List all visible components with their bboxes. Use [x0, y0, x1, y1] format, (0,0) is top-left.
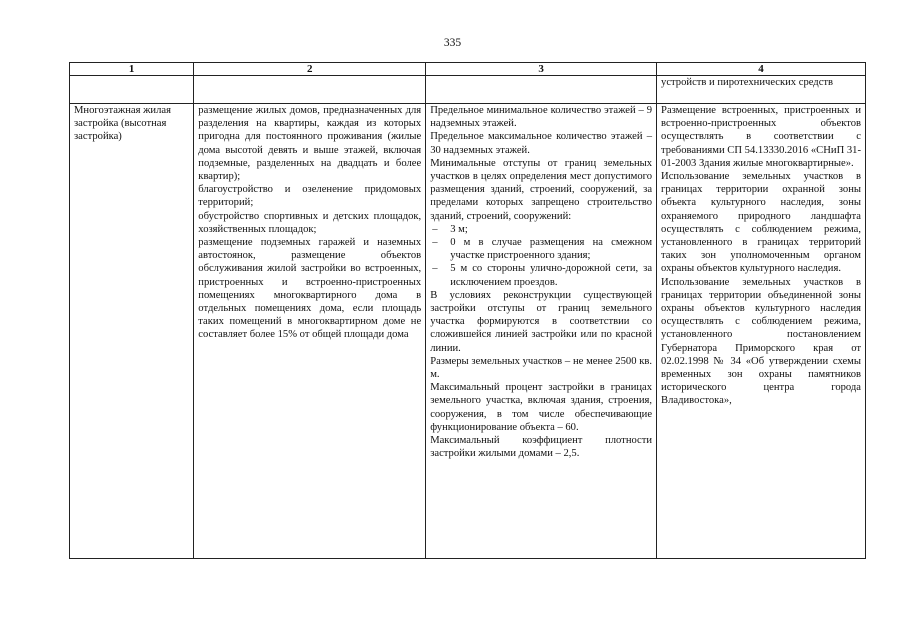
- restriction-paragraph: Размещение встроенных, пристроенных и встроенно-пристроенных объектов осуществлять в соответствии с требованиями СП 54.13330.2016 «СНиП 31-01-2003 Здания жилые многоквартирные».: [661, 105, 861, 169]
- parameters-cell: [426, 104, 657, 559]
- setback-list: [430, 223, 652, 289]
- page-number: 335: [443, 37, 462, 49]
- table-row: [70, 104, 866, 559]
- header-row: [70, 63, 866, 76]
- land-use-table: [69, 62, 866, 559]
- list-item: – 3 м;: [430, 223, 652, 236]
- header-col-2: 2: [194, 63, 426, 76]
- parameter-paragraph: Предельное минимальное количество этажей – 9 надземных этажей.: [430, 105, 653, 130]
- description-paragraph: благоустройство и озеленение придомовых территорий;: [198, 184, 422, 209]
- header-col-4: 4: [657, 63, 866, 76]
- continuation-cell-4: [657, 76, 866, 104]
- description-paragraph: размещение жилых домов, предназначенных для разделения на квартиры, каждая из которых пригодна для постоянного проживания (жилые дома высотой девять и выше этажей, включая подземные, разделенных на двадцать и более квартир);: [198, 105, 422, 183]
- parameter-paragraph: Минимальные отступы от границ земельных участков в целях определения мест допустимого размещения зданий, строений, сооружений, за пределами которых запрещено строительство зданий, строений, сооружений:: [430, 157, 653, 222]
- continuation-cell-2: [194, 76, 426, 104]
- list-item: – 5 м со стороны улично-дорожной сети, за исключением проездов.: [430, 262, 652, 288]
- description-paragraph: обустройство спортивных и детских площадок, хозяйственных площадок;: [198, 210, 422, 235]
- continuation-text: устройств и пиротехнических средств: [661, 77, 834, 88]
- header-col-3: 3: [426, 63, 657, 76]
- header-col-1: 1: [70, 63, 194, 76]
- continuation-cell-1: [70, 76, 194, 104]
- land-use-type-cell: [70, 104, 194, 559]
- restriction-paragraph: Использование земельных участков в границах территории охранной зоны объекта культурного наследия, зоны охраняемого природного ландшафта осуществлять с соблюдением режима, установленного в границах территорий таких зон уполномоченным органом охраны объектов культурного наследия.: [661, 171, 861, 275]
- restrictions-cell: [657, 104, 866, 559]
- permitted-use-description-cell: [194, 104, 426, 559]
- parameter-paragraph: Предельное максимальное количество этажей – 30 надземных этажей.: [430, 131, 653, 156]
- list-item: – 0 м в случае размещения на смежном участке пристроенного здания;: [430, 236, 652, 262]
- parameter-paragraph: Максимальный процент застройки в границах земельного участка, включая здания, строения, сооружения, в том числе обеспечивающие функционирование объекта – 60.: [430, 382, 653, 433]
- parameter-paragraph: В условиях реконструкции существующей застройки отступы от границ земельного участка формируются в соответствии со сложившейся линией застройки или по красной линии.: [430, 289, 653, 354]
- continuation-row: [70, 76, 866, 104]
- parameter-paragraph: Максимальный коэффициент плотности застройки жилыми домами – 2,5.: [430, 435, 653, 460]
- description-paragraph: размещение подземных гаражей и наземных автостоянок, размещение объектов обслуживания жилой застройки во встроенных, пристроенных и встроенно-пристроенных помещениях многоквартирного дома в отдельных помещениях дома, если площадь таких помещений в многоквартирном доме не составляет более 15% от общей площади дома: [198, 237, 422, 341]
- land-use-type-name: Многоэтажная жилая застройка (высотная застройка): [74, 105, 171, 143]
- restriction-paragraph: Использование земельных участков в границах территории объединенной зоны охраны объектов культурного наследия осуществлять с соблюдением режима, установленного постановлением Губернатора Приморского края от 02.02.1998 № 34 «Об утверждении схемы временных зон охраны памятников исторического центра города Владивостока»,: [661, 276, 861, 407]
- continuation-cell-3: [426, 76, 657, 104]
- parameter-paragraph: Размеры земельных участков – не менее 2500 кв. м.: [430, 355, 653, 381]
